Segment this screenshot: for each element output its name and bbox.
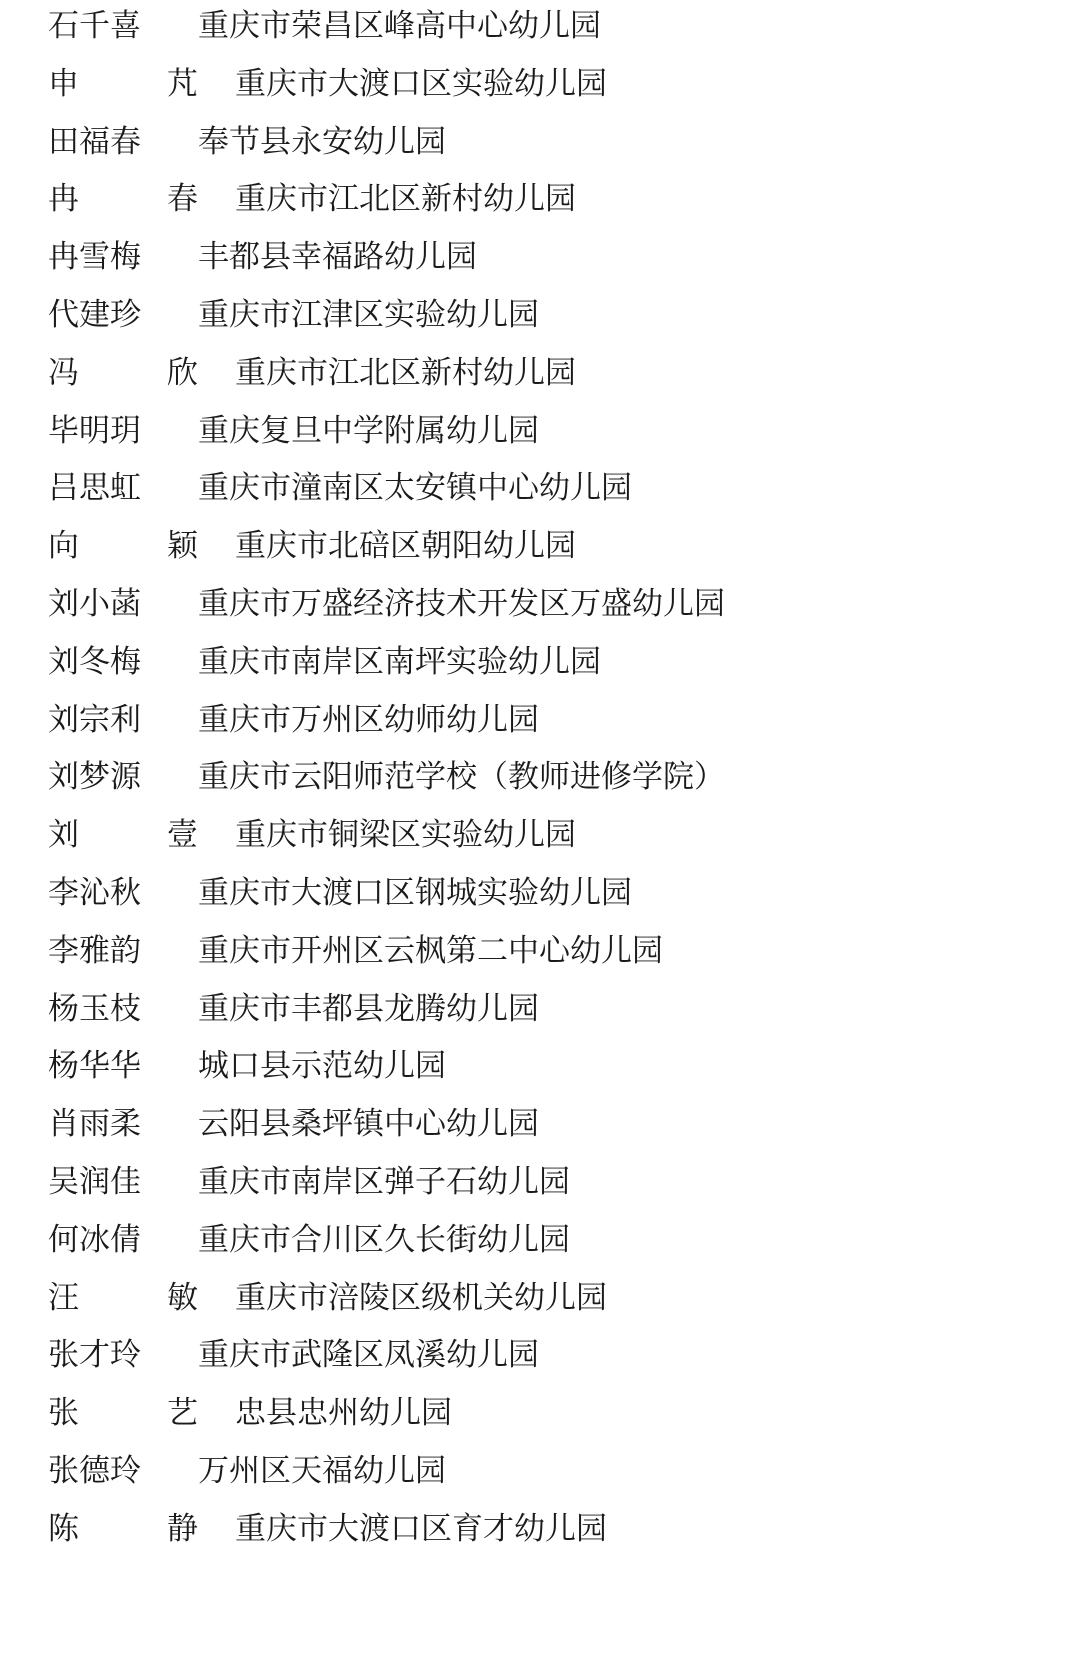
person-name: 李沁秋	[48, 874, 141, 910]
roster-row	[48, 1221, 1080, 1282]
organization-name: 重庆市丰都县龙腾幼儿园	[198, 990, 539, 1026]
roster-row	[48, 65, 1080, 126]
name-char: 敏	[167, 1279, 198, 1315]
person-name	[48, 1395, 235, 1431]
person-name	[48, 1510, 235, 1546]
name-char: 汪	[48, 1279, 79, 1315]
roster-row	[48, 1108, 1080, 1166]
organization-name: 重庆市江北区新村幼儿园	[235, 181, 576, 217]
organization-name: 重庆市合川区久长街幼儿园	[198, 1221, 570, 1257]
name-roster-list	[0, 10, 1080, 1571]
person-name: 肖雨柔	[48, 1106, 141, 1142]
organization-name: 重庆复旦中学附属幼儿园	[198, 412, 539, 448]
roster-row	[48, 1339, 1080, 1397]
roster-row	[48, 990, 1080, 1051]
person-name	[48, 528, 235, 564]
roster-row	[48, 10, 1080, 68]
organization-name: 重庆市万盛经济技术开发区万盛幼儿园	[198, 585, 725, 621]
organization-name: 重庆市潼南区太安镇中心幼儿园	[198, 470, 632, 506]
name-char: 芃	[167, 65, 198, 101]
name-char: 春	[167, 181, 198, 217]
person-name: 代建珍	[48, 296, 141, 332]
organization-name: 重庆市江北区新村幼儿园	[235, 354, 576, 390]
organization-name: 重庆市武隆区凤溪幼儿园	[198, 1337, 539, 1373]
organization-name: 重庆市南岸区弹子石幼儿园	[198, 1163, 570, 1199]
name-char: 艺	[167, 1395, 198, 1431]
roster-row	[48, 1279, 1080, 1340]
organization-name: 忠县忠州幼儿园	[235, 1395, 452, 1431]
person-name: 何冰倩	[48, 1221, 141, 1257]
organization-name: 重庆市万州区幼师幼儿园	[198, 701, 539, 737]
organization-name: 重庆市铜梁区实验幼儿园	[235, 817, 576, 853]
person-name	[48, 181, 235, 217]
person-name: 杨玉枝	[48, 990, 141, 1026]
name-char: 欣	[167, 354, 198, 390]
roster-row	[48, 932, 1080, 993]
person-name: 毕明玥	[48, 412, 141, 448]
name-char: 申	[48, 65, 79, 101]
name-char: 壹	[167, 817, 198, 853]
roster-row	[48, 354, 1080, 415]
person-name	[48, 354, 235, 390]
person-name: 张才玲	[48, 1337, 141, 1373]
organization-name: 重庆市大渡口区实验幼儿园	[235, 65, 607, 101]
organization-name: 重庆市荣昌区峰高中心幼儿园	[198, 8, 601, 43]
person-name: 冉雪梅	[48, 239, 141, 275]
roster-row	[48, 1510, 1080, 1571]
roster-row	[48, 819, 1080, 877]
person-name: 刘梦源	[48, 759, 141, 795]
person-name: 刘宗利	[48, 701, 141, 737]
name-char: 刘	[48, 817, 79, 853]
roster-row	[48, 761, 1080, 819]
organization-name: 重庆市涪陵区级机关幼儿园	[235, 1279, 607, 1315]
roster-row	[48, 472, 1080, 530]
roster-row	[48, 1050, 1080, 1108]
organization-name: 城口县示范幼儿园	[198, 1048, 446, 1084]
roster-row	[48, 296, 1080, 357]
organization-name: 云阳县桑坪镇中心幼儿园	[198, 1106, 539, 1142]
organization-name: 丰都县幸福路幼儿园	[198, 239, 477, 275]
roster-row	[48, 123, 1080, 184]
roster-row	[48, 585, 1080, 646]
roster-row	[48, 1163, 1080, 1224]
person-name: 张德玲	[48, 1452, 141, 1488]
roster-row	[48, 643, 1080, 704]
person-name	[48, 65, 235, 101]
organization-name: 重庆市南岸区南坪实验幼儿园	[198, 643, 601, 679]
person-name: 石千喜	[48, 8, 141, 43]
name-char: 静	[167, 1510, 198, 1546]
person-name: 吕思虹	[48, 470, 141, 506]
person-name: 杨华华	[48, 1048, 141, 1084]
roster-row	[48, 701, 1080, 762]
person-name	[48, 817, 235, 853]
organization-name: 万州区天福幼儿园	[198, 1452, 446, 1488]
organization-name: 重庆市大渡口区育才幼儿园	[235, 1510, 607, 1546]
roster-row	[48, 1452, 1080, 1513]
organization-name: 重庆市北碚区朝阳幼儿园	[235, 528, 576, 564]
person-name: 李雅韵	[48, 932, 141, 968]
roster-row	[48, 183, 1080, 241]
person-name: 刘冬梅	[48, 643, 141, 679]
roster-row	[48, 412, 1080, 473]
name-char: 冉	[48, 181, 79, 217]
person-name	[48, 1279, 235, 1315]
roster-row	[48, 241, 1080, 299]
name-char: 冯	[48, 354, 79, 390]
person-name: 刘小菡	[48, 585, 141, 621]
organization-name: 重庆市江津区实验幼儿园	[198, 296, 539, 332]
roster-row	[48, 1397, 1080, 1455]
person-name: 田福春	[48, 123, 141, 159]
organization-name: 重庆市大渡口区钢城实验幼儿园	[198, 874, 632, 910]
name-char: 颖	[167, 528, 198, 564]
name-char: 张	[48, 1395, 79, 1431]
roster-row	[48, 530, 1080, 588]
roster-row	[48, 874, 1080, 935]
organization-name: 重庆市云阳师范学校（教师进修学院）	[198, 759, 725, 795]
organization-name: 重庆市开州区云枫第二中心幼儿园	[198, 932, 663, 968]
name-char: 向	[48, 528, 79, 564]
person-name: 吴润佳	[48, 1163, 141, 1199]
organization-name: 奉节县永安幼儿园	[198, 123, 446, 159]
name-char: 陈	[48, 1510, 79, 1546]
